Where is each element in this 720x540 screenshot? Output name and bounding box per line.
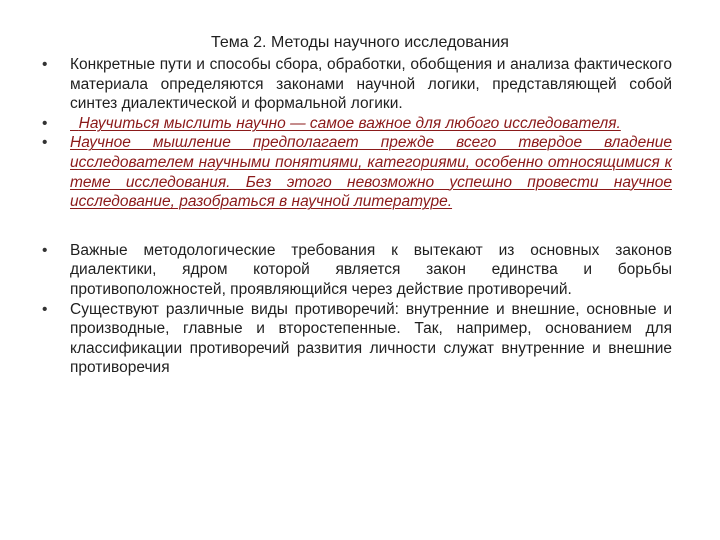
list-spacer	[42, 212, 672, 241]
list-item-text-emphasis: Научное мышление предполагает прежде всего твердое владение исследователем научными понятиями, категориями, особенно относящимися к теме исследования. Без этого невозможно успешно провести научное исследование, разобраться в научной литературе.	[70, 134, 672, 211]
list-item	[42, 300, 672, 378]
list-item	[42, 55, 672, 114]
bullet-icon: •	[42, 56, 48, 73]
slide-title-text: Тема 2. Методы научного исследования	[211, 34, 509, 51]
bullet-icon: •	[42, 134, 48, 152]
list-item	[42, 133, 672, 211]
list-item-text-emphasis: Научиться мыслить научно — самое важное для любого исследователя.	[70, 114, 621, 132]
list-item-text: Конкретные пути и способы сбора, обработки, обобщения и анализа фактического материала определяются законами научной логики, представляющей собой синтез диалектической и формальной логики.	[70, 56, 672, 113]
list-item-text: Существуют различные виды противоречий: внутренние и внешние, основные и производные, главные и второстепенные. Так, например, основанием для классификации противоречий развития личности служат внутренние и внешние противоречия	[70, 300, 672, 377]
list-item	[42, 241, 672, 300]
slide-title	[0, 33, 720, 53]
bullet-icon: •	[42, 241, 48, 259]
bullet-list	[42, 55, 672, 378]
bullet-icon: •	[42, 114, 48, 132]
list-item	[42, 114, 672, 134]
bullet-icon: •	[42, 300, 48, 318]
list-item-text: Важные методологические требования к вытекают из основных законов диалектики, ядром которой является закон единства и борьбы противоположностей, проявляющийся через действие противоречий.	[70, 241, 672, 298]
